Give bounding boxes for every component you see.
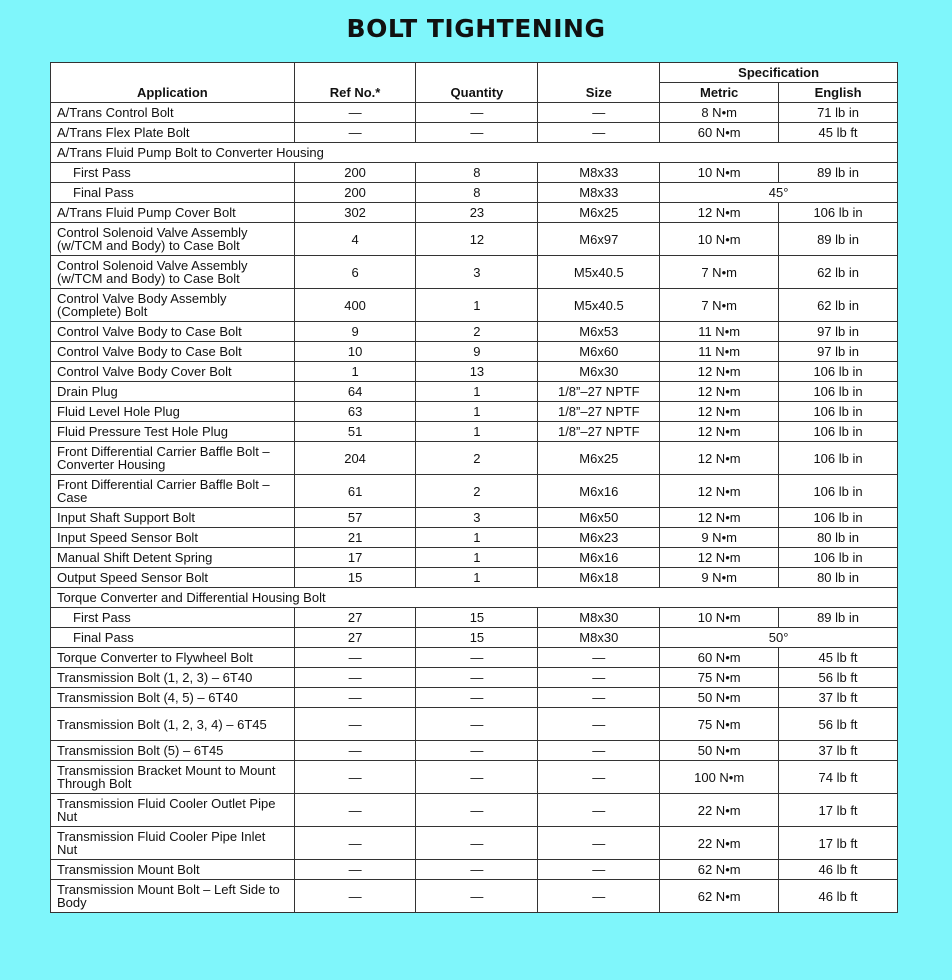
application-cell: Fluid Pressure Test Hole Plug [51,422,295,442]
english-cell: 71 lb in [779,103,898,123]
size-cell: M6x16 [538,548,660,568]
application-cell: Transmission Fluid Cooler Pipe Inlet Nut [51,827,295,860]
ref-no-cell: 1 [294,362,416,382]
application-cell: Transmission Bracket Mount to Mount Through Bolt [51,761,295,794]
quantity-cell: — [416,761,538,794]
size-cell: — [538,860,660,880]
ref-no-cell: — [294,123,416,143]
size-cell: M6x30 [538,362,660,382]
size-cell: — [538,648,660,668]
size-cell: M6x23 [538,528,660,548]
application-cell: Control Valve Body Cover Bolt [51,362,295,382]
col-header-english: English [779,83,898,103]
table-section-row [51,588,898,608]
quantity-cell: 13 [416,362,538,382]
quantity-cell: 3 [416,256,538,289]
table-row [51,322,898,342]
ref-no-cell: — [294,648,416,668]
table-row [51,528,898,548]
application-cell: First Pass [51,608,295,628]
size-cell: M5x40.5 [538,289,660,322]
table-row [51,123,898,143]
quantity-cell: — [416,103,538,123]
quantity-cell: 9 [416,342,538,362]
english-cell: 89 lb in [779,608,898,628]
table-row [51,761,898,794]
size-cell: — [538,708,660,741]
table-row [51,289,898,322]
ref-no-cell: 17 [294,548,416,568]
application-cell: Final Pass [51,183,295,203]
english-cell: 106 lb in [779,402,898,422]
ref-no-cell: 57 [294,508,416,528]
metric-cell: 60 N•m [660,123,779,143]
english-cell: 106 lb in [779,382,898,402]
table-row [51,508,898,528]
metric-cell: 12 N•m [660,422,779,442]
metric-cell: 62 N•m [660,860,779,880]
size-cell: — [538,741,660,761]
metric-cell: 50 N•m [660,688,779,708]
ref-no-cell: 302 [294,203,416,223]
quantity-cell: 1 [416,382,538,402]
quantity-cell: — [416,648,538,668]
section-label-cell: A/Trans Fluid Pump Bolt to Converter Housing [51,143,898,163]
application-cell: Final Pass [51,628,295,648]
metric-cell: 12 N•m [660,203,779,223]
metric-cell: 12 N•m [660,475,779,508]
table-row [51,475,898,508]
metric-cell: 11 N•m [660,342,779,362]
ref-no-cell: 63 [294,402,416,422]
table-row [51,741,898,761]
size-cell: 1/8”–27 NPTF [538,402,660,422]
quantity-cell: 1 [416,548,538,568]
metric-cell: 12 N•m [660,362,779,382]
size-cell: — [538,688,660,708]
application-cell: Transmission Bolt (1, 2, 3, 4) – 6T45 [51,708,295,741]
size-cell: M6x25 [538,203,660,223]
ref-no-cell: 9 [294,322,416,342]
ref-no-cell: — [294,761,416,794]
english-cell: 56 lb ft [779,668,898,688]
english-cell: 97 lb in [779,322,898,342]
size-cell: M8x30 [538,628,660,648]
table-row [51,422,898,442]
quantity-cell: — [416,741,538,761]
size-cell: M6x25 [538,442,660,475]
ref-no-cell: — [294,741,416,761]
english-cell: 89 lb in [779,163,898,183]
application-cell: Control Valve Body to Case Bolt [51,322,295,342]
ref-no-cell: 4 [294,223,416,256]
metric-cell: 22 N•m [660,827,779,860]
table-row [51,628,898,648]
size-cell: M6x97 [538,223,660,256]
english-cell: 45 lb ft [779,648,898,668]
quantity-cell: 15 [416,628,538,648]
application-cell: Input Speed Sensor Bolt [51,528,295,548]
application-cell: A/Trans Fluid Pump Cover Bolt [51,203,295,223]
table-row [51,203,898,223]
english-cell: 106 lb in [779,548,898,568]
ref-no-cell: — [294,708,416,741]
table-row [51,442,898,475]
quantity-cell: 1 [416,528,538,548]
quantity-cell: 8 [416,183,538,203]
english-cell: 89 lb in [779,223,898,256]
application-cell: Transmission Mount Bolt – Left Side to Body [51,880,295,913]
quantity-cell: 8 [416,163,538,183]
metric-cell: 50 N•m [660,741,779,761]
col-header-ref-no: Ref No.* [294,63,416,103]
metric-cell: 62 N•m [660,880,779,913]
quantity-cell: — [416,860,538,880]
english-cell: 46 lb ft [779,860,898,880]
table-row [51,668,898,688]
col-header-specification: Specification [660,63,898,83]
ref-no-cell: 200 [294,163,416,183]
ref-no-cell: — [294,827,416,860]
english-cell: 106 lb in [779,422,898,442]
section-label-cell: Torque Converter and Differential Housing Bolt [51,588,898,608]
table-row [51,342,898,362]
ref-no-cell: — [294,668,416,688]
metric-cell: 9 N•m [660,568,779,588]
metric-cell: 10 N•m [660,163,779,183]
ref-no-cell: 15 [294,568,416,588]
table-row [51,256,898,289]
quantity-cell: 1 [416,402,538,422]
size-cell: 1/8”–27 NPTF [538,382,660,402]
size-cell: — [538,761,660,794]
application-cell: Transmission Bolt (1, 2, 3) – 6T40 [51,668,295,688]
table-row [51,648,898,668]
english-cell: 46 lb ft [779,880,898,913]
size-cell: M6x53 [538,322,660,342]
quantity-cell: — [416,827,538,860]
ref-no-cell: 64 [294,382,416,402]
table-row [51,163,898,183]
english-cell: 106 lb in [779,203,898,223]
english-cell: 106 lb in [779,475,898,508]
size-cell: M5x40.5 [538,256,660,289]
table-section-row [51,143,898,163]
application-cell: Front Differential Carrier Baffle Bolt – Case [51,475,295,508]
application-cell: Control Valve Body to Case Bolt [51,342,295,362]
application-cell: A/Trans Control Bolt [51,103,295,123]
table-row [51,183,898,203]
metric-cell: 75 N•m [660,668,779,688]
table-row [51,382,898,402]
metric-cell: 12 N•m [660,548,779,568]
ref-no-cell: 400 [294,289,416,322]
english-cell: 62 lb in [779,289,898,322]
quantity-cell: 1 [416,568,538,588]
application-cell: Drain Plug [51,382,295,402]
table-row [51,827,898,860]
size-cell: — [538,103,660,123]
metric-cell: 22 N•m [660,794,779,827]
size-cell: — [538,827,660,860]
angle-spec-cell: 50° [660,628,898,648]
metric-cell: 9 N•m [660,528,779,548]
col-header-application: Application [51,63,295,103]
size-cell: M6x50 [538,508,660,528]
metric-cell: 10 N•m [660,223,779,256]
quantity-cell: 23 [416,203,538,223]
quantity-cell: — [416,668,538,688]
application-cell: Transmission Bolt (5) – 6T45 [51,741,295,761]
metric-cell: 10 N•m [660,608,779,628]
english-cell: 45 lb ft [779,123,898,143]
page-title: BOLT TIGHTENING [346,14,606,43]
metric-cell: 11 N•m [660,322,779,342]
table-row [51,880,898,913]
ref-no-cell: 10 [294,342,416,362]
size-cell: M8x33 [538,163,660,183]
english-cell: 17 lb ft [779,827,898,860]
bolt-tightening-table [50,62,898,913]
application-cell: First Pass [51,163,295,183]
quantity-cell: — [416,688,538,708]
application-cell: Transmission Mount Bolt [51,860,295,880]
quantity-cell: 2 [416,322,538,342]
table-body [51,103,898,913]
application-cell: Control Valve Body Assembly (Complete) Bolt [51,289,295,322]
ref-no-cell: 27 [294,628,416,648]
english-cell: 106 lb in [779,362,898,382]
application-cell: Transmission Bolt (4, 5) – 6T40 [51,688,295,708]
size-cell: M6x18 [538,568,660,588]
col-header-quantity: Quantity [416,63,538,103]
ref-no-cell: 51 [294,422,416,442]
metric-cell: 12 N•m [660,508,779,528]
application-cell: Output Speed Sensor Bolt [51,568,295,588]
english-cell: 74 lb ft [779,761,898,794]
ref-no-cell: 204 [294,442,416,475]
quantity-cell: 2 [416,442,538,475]
size-cell: — [538,880,660,913]
quantity-cell: 12 [416,223,538,256]
metric-cell: 12 N•m [660,402,779,422]
application-cell: Fluid Level Hole Plug [51,402,295,422]
application-cell: Input Shaft Support Bolt [51,508,295,528]
size-cell: — [538,668,660,688]
table-row [51,568,898,588]
table-row [51,223,898,256]
quantity-cell: 1 [416,289,538,322]
quantity-cell: 1 [416,422,538,442]
col-header-size: Size [538,63,660,103]
size-cell: M6x60 [538,342,660,362]
size-cell: — [538,794,660,827]
metric-cell: 7 N•m [660,256,779,289]
table-row [51,688,898,708]
table-row [51,608,898,628]
ref-no-cell: 61 [294,475,416,508]
english-cell: 97 lb in [779,342,898,362]
application-cell: Front Differential Carrier Baffle Bolt – Converter Housing [51,442,295,475]
table-row [51,548,898,568]
english-cell: 17 lb ft [779,794,898,827]
english-cell: 37 lb ft [779,688,898,708]
col-header-metric: Metric [660,83,779,103]
english-cell: 106 lb in [779,508,898,528]
size-cell: 1/8”–27 NPTF [538,422,660,442]
application-cell: Transmission Fluid Cooler Outlet Pipe Nut [51,794,295,827]
metric-cell: 100 N•m [660,761,779,794]
application-cell: Control Solenoid Valve Assembly (w/TCM and Body) to Case Bolt [51,256,295,289]
metric-cell: 8 N•m [660,103,779,123]
table-row [51,103,898,123]
table-row [51,402,898,422]
application-cell: Control Solenoid Valve Assembly (w/TCM and Body) to Case Bolt [51,223,295,256]
metric-cell: 75 N•m [660,708,779,741]
ref-no-cell: — [294,103,416,123]
quantity-cell: 2 [416,475,538,508]
table-row [51,860,898,880]
ref-no-cell: — [294,794,416,827]
metric-cell: 12 N•m [660,382,779,402]
quantity-cell: — [416,794,538,827]
metric-cell: 12 N•m [660,442,779,475]
ref-no-cell: — [294,860,416,880]
application-cell: Manual Shift Detent Spring [51,548,295,568]
english-cell: 80 lb in [779,568,898,588]
english-cell: 62 lb in [779,256,898,289]
application-cell: A/Trans Flex Plate Bolt [51,123,295,143]
table-row [51,362,898,382]
ref-no-cell: — [294,688,416,708]
table-row [51,708,898,741]
size-cell: M8x33 [538,183,660,203]
ref-no-cell: 200 [294,183,416,203]
quantity-cell: 15 [416,608,538,628]
metric-cell: 7 N•m [660,289,779,322]
quantity-cell: — [416,708,538,741]
application-cell: Torque Converter to Flywheel Bolt [51,648,295,668]
quantity-cell: — [416,880,538,913]
ref-no-cell: 21 [294,528,416,548]
size-cell: M8x30 [538,608,660,628]
angle-spec-cell: 45° [660,183,898,203]
ref-no-cell: 6 [294,256,416,289]
size-cell: M6x16 [538,475,660,508]
ref-no-cell: — [294,880,416,913]
metric-cell: 60 N•m [660,648,779,668]
english-cell: 80 lb in [779,528,898,548]
table-row [51,794,898,827]
english-cell: 37 lb ft [779,741,898,761]
quantity-cell: — [416,123,538,143]
size-cell: — [538,123,660,143]
english-cell: 106 lb in [779,442,898,475]
ref-no-cell: 27 [294,608,416,628]
quantity-cell: 3 [416,508,538,528]
english-cell: 56 lb ft [779,708,898,741]
